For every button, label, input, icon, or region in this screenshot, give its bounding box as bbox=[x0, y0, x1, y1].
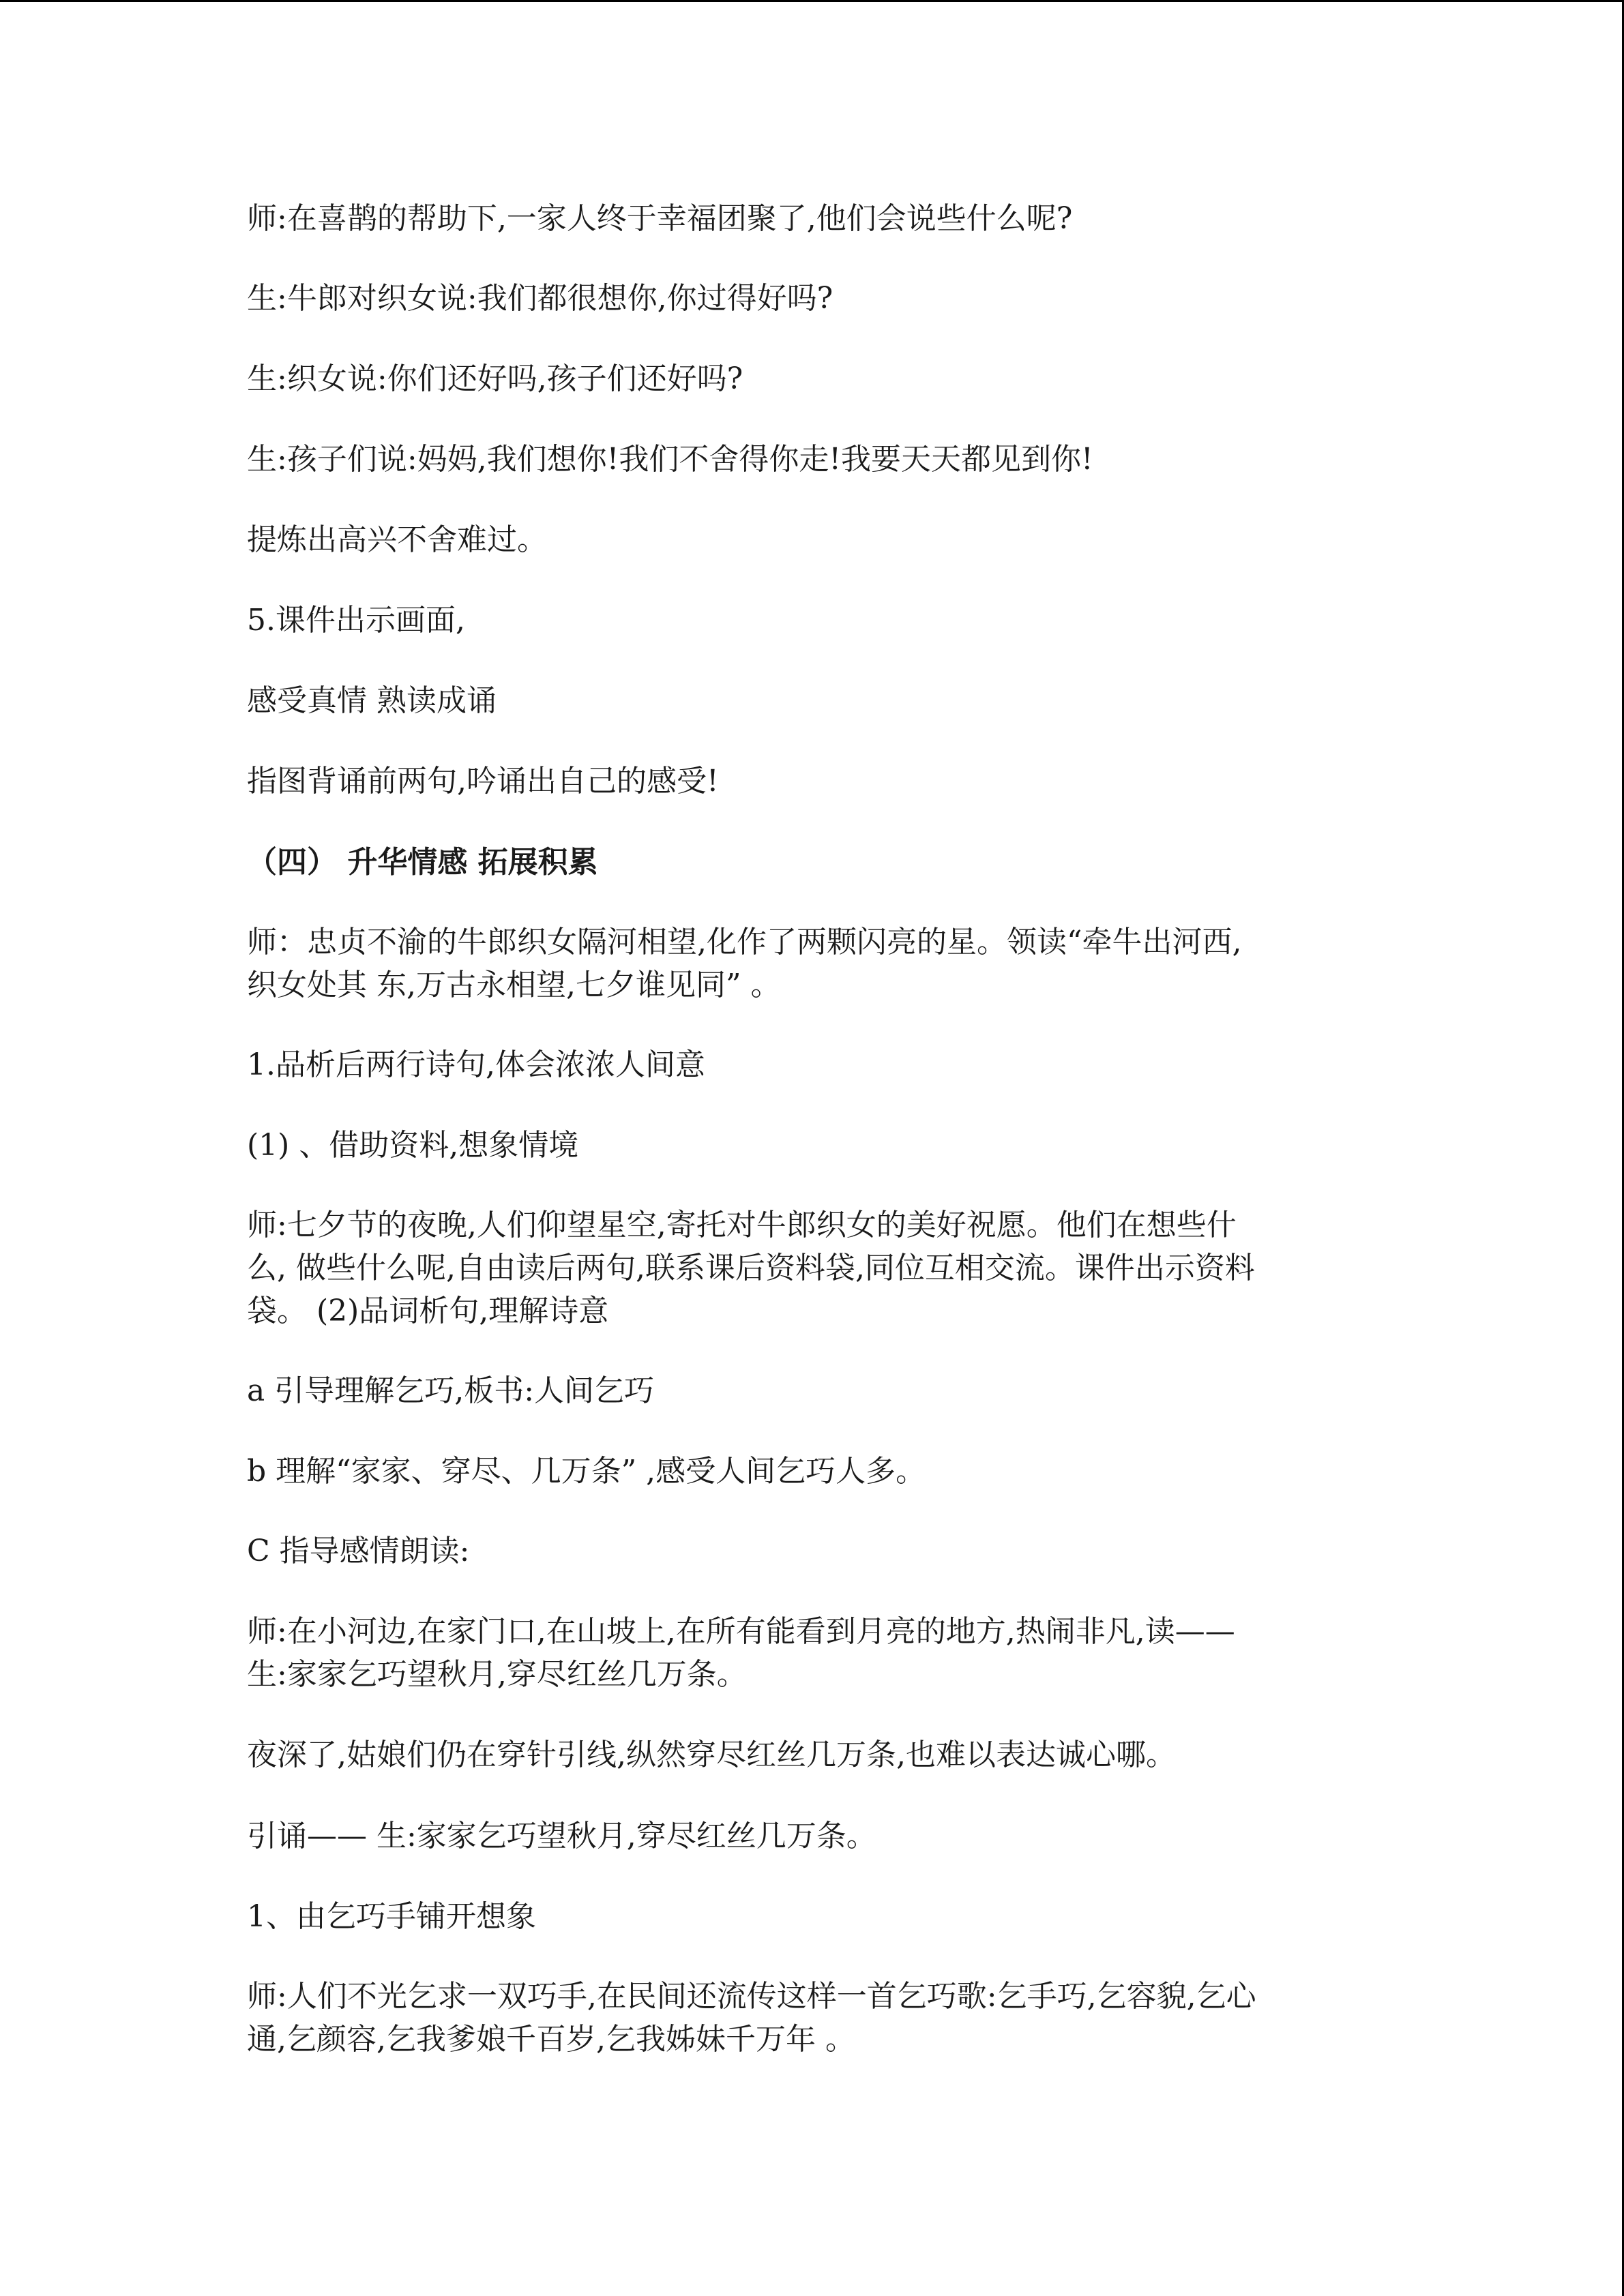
paragraph-student-zhinu: 生:织女说:你们还好吗,孩子们还好吗? bbox=[247, 361, 743, 396]
paragraph-qiqiao-song: 师:人们不光乞求一双巧手,在民间还流传这样一首乞巧歌:乞手巧,乞容貌,乞心 通,乞颜容,乞我爹娘千百岁,乞我姊妹千万年 。 bbox=[247, 1979, 1256, 2057]
section-heading-four: （四） 升华情感 拓展积累 bbox=[247, 845, 598, 880]
paragraph-student-niulang: 生:牛郎对织女说:我们都很想你,你过得好吗? bbox=[247, 281, 833, 316]
paragraph-step-5: 5.课件出示画面, bbox=[247, 603, 465, 638]
paragraph-lead-recite: 引诵—— 生:家家乞巧望秋月,穿尽红丝几万条。 bbox=[247, 1819, 876, 1853]
paragraph-student-children: 生:孩子们说:妈妈,我们想你!我们不舍得你走!我要天天都见到你! bbox=[247, 442, 1093, 477]
paragraph-item-b: b 理解“家家、穿尽、几万条” ,感受人间乞巧人多。 bbox=[247, 1454, 926, 1489]
paragraph-teacher-qixi-night: 师:七夕节的夜晚,人们仰望星空,寄托对牛郎织女的美好祝愿。他们在想些什 么, 做些什么呢,自由读后两句,联系课后资料袋,同位互相交流。课件出示资料 袋。 (2)品词析句,理解诗意 bbox=[247, 1208, 1255, 1328]
paragraph-analyze-last-lines: 1.品析后两行诗句,体会浓浓人间意 bbox=[247, 1047, 705, 1082]
paragraph-use-materials: (1) 、借助资料,想象情境 bbox=[247, 1128, 579, 1163]
paragraph-late-night: 夜深了,姑娘们仍在穿针引线,纵然穿尽红丝几万条,也难以表达诚心哪。 bbox=[247, 1738, 1176, 1772]
paragraph-teacher-riverside: 师:在小河边,在家门口,在山坡上,在所有能看到月亮的地方,热闹非凡,读—— 生:家家乞巧望秋月,穿尽红丝几万条。 bbox=[247, 1614, 1235, 1692]
paragraph-imagine-skillful-hands: 1、由乞巧手铺开想象 bbox=[247, 1899, 536, 1934]
paragraph-recite-first-lines: 指图背诵前两句,吟诵出自己的感受! bbox=[247, 764, 719, 799]
paragraph-feel-and-recite: 感受真情 熟读成诵 bbox=[247, 683, 497, 718]
paragraph-item-a: a 引导理解乞巧,板书:人间乞巧 bbox=[247, 1373, 655, 1408]
page-top-border bbox=[0, 0, 1624, 2]
paragraph-teacher-stars: 师：忠贞不渝的牛郎织女隔河相望,化作了两颗闪亮的星。领读“牵牛出河西, 织女处其 东,万古永相望,七夕谁见同” 。 bbox=[247, 925, 1242, 1002]
paragraph-teacher-reunion-question: 师:在喜鹊的帮助下,一家人终于幸福团聚了,他们会说些什么呢? bbox=[247, 201, 1073, 236]
paragraph-item-c: C 指导感情朗读: bbox=[247, 1534, 470, 1568]
paragraph-summary-emotions: 提炼出高兴不舍难过。 bbox=[247, 522, 547, 557]
